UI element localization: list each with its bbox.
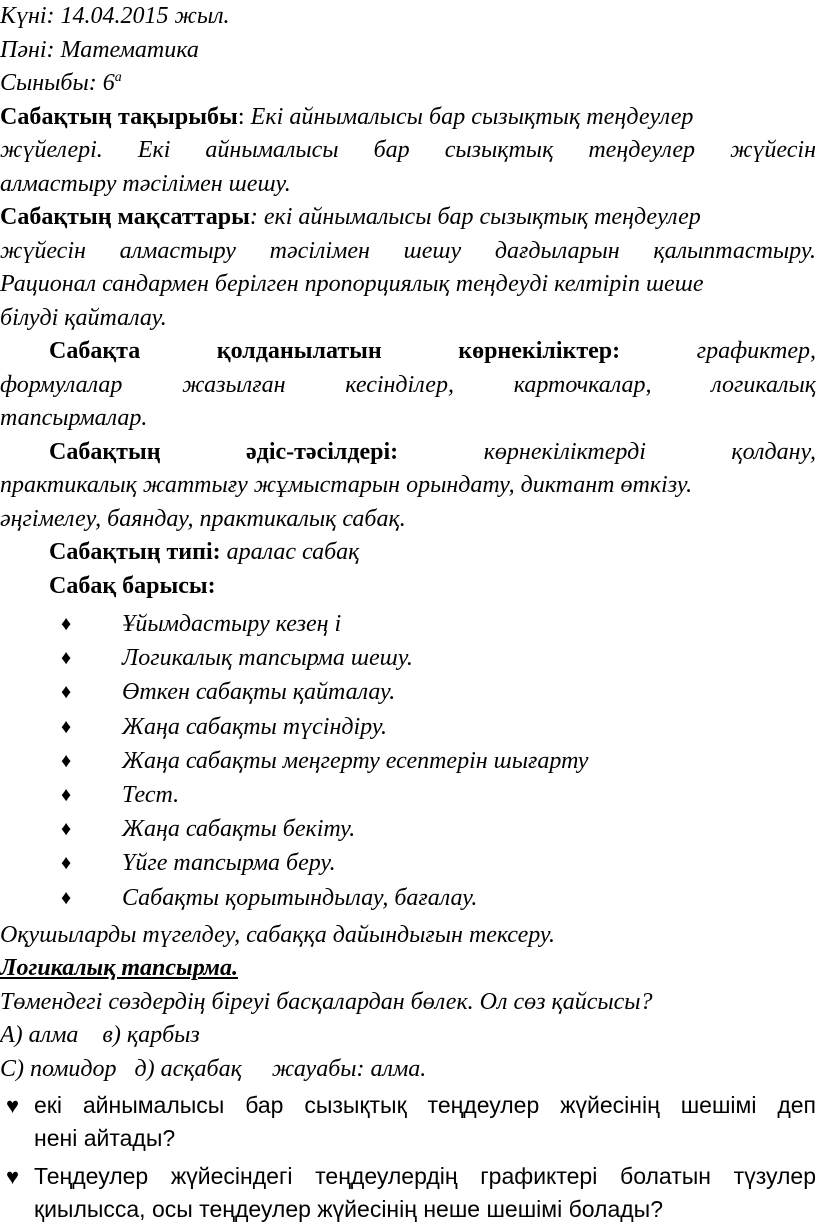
diamond-bullet-icon: ♦ xyxy=(61,886,72,909)
logic-task-options-1: А) алма в) қарбыз xyxy=(0,1022,200,1049)
visuals-label: Сабақта қолданылатын көрнекіліктер: xyxy=(49,338,621,364)
process-item-text: Логикалық тапсырма шешу. xyxy=(122,645,413,672)
process-title: Сабақ барысы: xyxy=(49,572,216,599)
process-item xyxy=(0,847,816,881)
class-line xyxy=(0,67,816,101)
topic-line-1 xyxy=(0,101,816,135)
topic-colon: : xyxy=(237,103,245,130)
question-item-2 xyxy=(0,1160,816,1226)
process-item xyxy=(0,813,816,847)
process-item-text: Тест. xyxy=(122,781,180,808)
goals-text-1: екі айнымалысы бар сызықтық теңдеулер xyxy=(257,204,701,230)
goals-colon: : xyxy=(249,204,258,230)
heart-bullet-icon: ♥ xyxy=(6,1164,20,1190)
visuals-line-2: формулалар жазылған кесінділер, карточкалар, логикалық xyxy=(0,371,816,398)
process-item xyxy=(0,676,816,710)
logic-task-options-2: С) помидор д) асқабақ жауабы: алма. xyxy=(0,1055,427,1082)
diamond-bullet-icon: ♦ xyxy=(61,681,72,704)
methods-text-1: көрнекіліктерді қолдану, xyxy=(483,438,816,465)
diamond-bullet-icon: ♦ xyxy=(61,647,72,670)
question-2-line-1: Теңдеулер жүйесіндегі теңдеулердің графиктері болатын түзулер xyxy=(34,1163,816,1190)
diamond-bullet-icon: ♦ xyxy=(61,852,72,875)
question-1-line-1: екі айнымалысы бар сызықтық теңдеулер жүйесінің шешімі деп xyxy=(34,1092,816,1119)
goals-line-2: жүйесін алмастыру тәсілімен шешу дағдыларын қалыптастыру. xyxy=(0,237,816,264)
goals-line-4: білуді қайталау. xyxy=(0,304,167,331)
question-item-1 xyxy=(0,1089,816,1160)
logic-task-title xyxy=(0,952,816,986)
visuals-line-1 xyxy=(0,335,816,369)
process-item-text: Жаңа сабақты түсіндіру. xyxy=(122,713,387,740)
question-1-line-2: нені айтады? xyxy=(34,1125,176,1152)
process-item-text: Жаңа сабақты бекіту. xyxy=(122,816,356,843)
process-item-text: Өткен сабақты қайталау. xyxy=(122,679,396,706)
topic-line-3: алмастыру тәсілімен шешу. xyxy=(0,170,291,197)
diamond-bullet-icon: ♦ xyxy=(61,783,72,806)
process-item xyxy=(0,745,816,779)
methods-line-2: практикалық жаттығу жұмыстарын орындату, диктант өткізу. xyxy=(0,472,693,498)
process-item-text: Сабақты қорытындылау, бағалау. xyxy=(122,884,478,911)
date-line: Күні: 14.04.2015 жыл. xyxy=(0,3,230,29)
methods-line-3: әңгімелеу, баяндау, практикалық сабақ. xyxy=(0,505,406,532)
goals-label: Сабақтың мақсаттары xyxy=(0,204,250,230)
subject-line: Пәні: Математика xyxy=(0,36,199,63)
topic-text-1: Екі айнымалысы бар сызықтық теңдеулер xyxy=(244,103,694,130)
topic-line-2: жүйелері. Екі айнымалысы бар сызықтық теңдеулер жүйесін xyxy=(0,137,816,163)
topic-label: Сабақтың тақырыбы xyxy=(0,103,238,130)
process-item xyxy=(0,608,816,642)
type-line xyxy=(0,536,816,570)
logic-task-title-text: Логикалық тапсырма. xyxy=(0,955,238,982)
class-label: Сыныбы: 6 xyxy=(0,70,115,96)
heart-bullet-icon: ♥ xyxy=(6,1093,20,1119)
diamond-bullet-icon: ♦ xyxy=(61,715,72,738)
process-item xyxy=(0,882,816,916)
goals-line-1 xyxy=(0,201,816,235)
diamond-bullet-icon: ♦ xyxy=(61,749,72,772)
process-item-text: Жаңа сабақты меңгерту есептерін шығарту xyxy=(122,747,589,774)
process-item xyxy=(0,779,816,813)
check-line: Оқушыларды түгелдеу, сабаққа дайындығын тексеру. xyxy=(0,921,556,948)
question-2-line-2: қиылысса, осы теңдеулер жүйесінің неше шешімі болады? xyxy=(34,1196,663,1223)
process-item xyxy=(0,711,816,745)
process-item xyxy=(0,642,816,676)
goals-line-3: Рационал сандармен берілген пропорциялық теңдеуді келтіріп шеше xyxy=(0,271,704,297)
diamond-bullet-icon: ♦ xyxy=(61,818,72,841)
visuals-line-3: тапсырмалар. xyxy=(0,405,148,431)
logic-task-question: Төмендегі сөздердің біреуі басқалардан бөлек. Ол сөз қайсысы? xyxy=(0,988,653,1015)
type-label: Сабақтың типі: xyxy=(49,539,221,565)
methods-line-1 xyxy=(0,436,816,470)
class-superscript: а xyxy=(114,70,122,85)
diamond-bullet-icon: ♦ xyxy=(61,613,72,635)
process-item-text: Үйге тапсырма беру. xyxy=(122,850,336,877)
process-item-text: Ұйымдастыру кезең і xyxy=(122,611,342,637)
visuals-text-1: графиктер, xyxy=(696,338,816,364)
type-value: аралас сабақ xyxy=(220,539,360,565)
methods-label: Сабақтың әдіс-тәсілдері: xyxy=(49,438,399,465)
process-list xyxy=(0,603,816,916)
